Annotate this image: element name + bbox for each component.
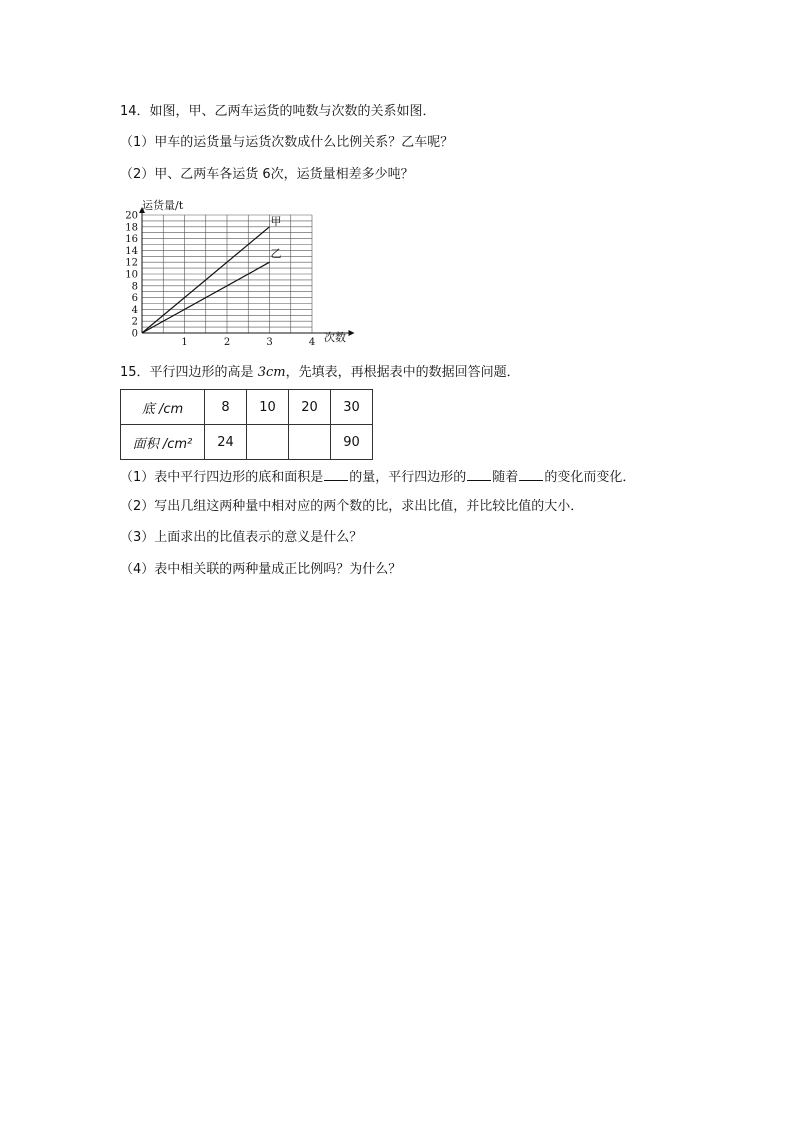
question-15-part-3: （3）上面求出的比值表示的意义是什么？ <box>120 530 363 545</box>
question-14-part-2: （2）甲、乙两车各运货 6次，运货量相差多少吨？ <box>120 167 414 182</box>
table-cell: 24 <box>205 425 247 460</box>
table-row-head-base: 底 /cm <box>121 390 205 425</box>
series-label-yi: 乙 <box>270 247 282 261</box>
series-label-jia: 甲 <box>270 214 282 228</box>
y-tick-label: 10 <box>125 269 138 281</box>
y-axis-label: 运货量/t <box>142 199 184 212</box>
question-15-part-1-text-a: （1）表中平行四边形的底和面积是 <box>120 470 324 485</box>
x-tick-label: 4 <box>308 337 316 348</box>
table-cell: 30 <box>331 390 373 425</box>
y-tick-label: 2 <box>131 316 138 328</box>
table-cell-blank[interactable] <box>247 425 289 460</box>
question-14-title: 14．如图，甲、乙两车运货的吨数与次数的关系如图． <box>120 104 436 119</box>
question-15-part-1 <box>120 466 635 487</box>
y-tick-label: 18 <box>125 222 138 234</box>
question-15-part-1-text-b: 的量，平行四边形的 <box>349 470 467 485</box>
table-row <box>121 425 373 460</box>
question-15-title-suffix: ，先填表，再根据表中的数据回答问题． <box>285 365 520 380</box>
y-tick-label: 16 <box>125 234 138 246</box>
question-15-part-1-text-c: 随着 <box>492 470 519 485</box>
y-tick-label: 20 <box>125 210 138 222</box>
y-tick-label: 14 <box>125 245 138 257</box>
chart-grid <box>142 215 312 333</box>
x-axis-label: 次数 <box>324 331 346 344</box>
table-cell: 8 <box>205 390 247 425</box>
question-15-title-unit: 3cm <box>257 365 286 380</box>
table-row <box>121 390 373 425</box>
answer-blank[interactable] <box>324 466 348 481</box>
x-tick-labels <box>181 337 315 348</box>
question-15-part-1-text-d: 的变化而变化． <box>544 470 636 485</box>
x-tick-label: 2 <box>223 337 231 348</box>
y-tick-label: 4 <box>131 304 138 316</box>
table-cell: 20 <box>289 390 331 425</box>
y-tick-label: 0 <box>131 328 138 340</box>
question-14-part-1: （1）甲车的运货量与运货次数成什么比例关系？乙车呢？ <box>120 135 454 150</box>
y-tick-labels <box>125 211 138 340</box>
question-15-title <box>120 364 520 382</box>
answer-blank[interactable] <box>519 466 543 481</box>
y-tick-label: 6 <box>131 293 138 305</box>
question-15-part-2: （2）写出几组这两种量中相对应的两个数的比，求出比值，并比较比值的大小． <box>120 499 584 514</box>
table-cell: 10 <box>247 390 289 425</box>
x-axis-arrow <box>349 330 355 336</box>
question-15-part-4: （4）表中相关联的两种量成正比例吗？为什么？ <box>120 562 402 577</box>
x-tick-label: 1 <box>181 337 188 348</box>
y-tick-label: 12 <box>125 257 138 269</box>
y-tick-label: 8 <box>131 281 138 293</box>
question-15-title-prefix: 15．平行四边形的高是 <box>120 365 258 380</box>
answer-blank[interactable] <box>467 466 491 481</box>
table-row-head-area: 面积 /cm² <box>121 425 205 460</box>
table-cell-blank[interactable] <box>289 425 331 460</box>
x-tick-label: 3 <box>266 337 273 348</box>
cargo-chart <box>118 196 358 348</box>
table-cell: 90 <box>331 425 373 460</box>
base-area-table <box>120 389 373 460</box>
